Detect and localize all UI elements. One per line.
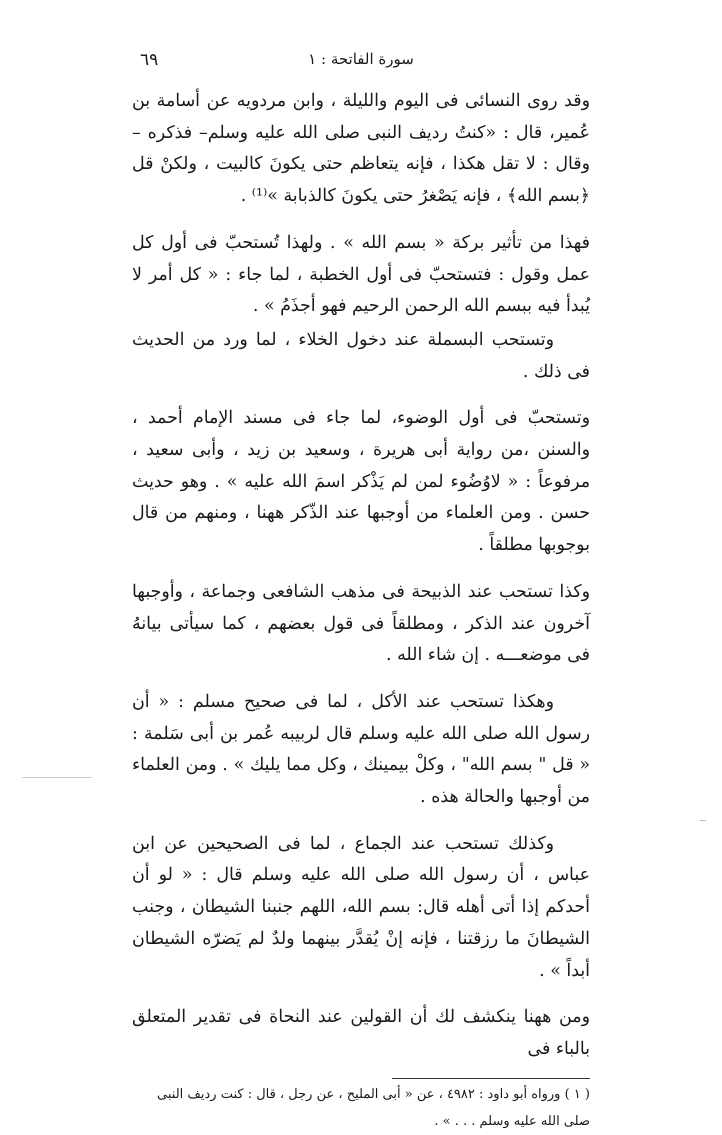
paragraph bbox=[132, 1002, 590, 1065]
text-line: اسمَ الله عليه » . وهو حديث حسن . ومن العلماء من أوجبها عند الذّكر ههنا ، bbox=[132, 471, 590, 524]
text-line: وكذلك تستحب عند الجماع ، لما فى الصحيحين عن ابن عباس ، أن bbox=[132, 833, 590, 886]
text-line: ومنهم من قال بوجوبها مطلقاً . bbox=[132, 503, 590, 556]
text-line: أبى هريرة ، وسعيد بن زيد ، وأبى سعيد ، مرفوعاً : « لاوُضُوء لمن لم يَذْكر bbox=[132, 440, 591, 492]
footnote-line: صلى الله عليه وسلم . . . » . bbox=[434, 1113, 590, 1129]
paragraph bbox=[132, 577, 590, 672]
text-line: فإنه يتعاظم حتى يكونَ كالبيت ، ولكنْ قل ﴿بسم الله﴾ ، فإنه يَصْغرُ حتى bbox=[132, 154, 590, 207]
text-line: وكذا تستحب عند الذبيحة فى مذهب الشافعى وجماعة ، وأوجبها آخرون bbox=[132, 581, 590, 634]
main-text bbox=[132, 86, 590, 1135]
footnote-divider bbox=[392, 1078, 590, 1079]
scan-mark bbox=[22, 777, 92, 778]
text-line: اللهم جنبنا الشيطان ، وجنب الشيطانَ ما رزقتنا ، فإنه إنْ يُقدَّر بينهما ولدٌ لم bbox=[132, 897, 590, 949]
page-number: ٦٩ bbox=[140, 50, 159, 70]
text-line: «كنتُ رديف النبى صلى الله عليه وسلم– فذكره – وقال : لا تقل هكذا ، bbox=[132, 122, 590, 175]
text-line: وكل مما يليك » . ومن العلماء من أوجبها والحالة هذه . bbox=[132, 755, 590, 808]
text-line: يكونَ كالذبابة »⁽¹⁾ . bbox=[240, 186, 378, 207]
chapter-title: سورة الفاتحة : ١ bbox=[308, 50, 414, 68]
text-line: فتستحبّ فى أول الخطبة ، لما جاء : « كل أمر لا يُبدأ فيه ببسم الله الرحمن bbox=[132, 264, 590, 317]
paragraph bbox=[132, 325, 590, 388]
text-line: وقد روى النسائى فى اليوم والليلة ، وابن مردويه عن أسامة بن عُمير، قال : bbox=[132, 91, 590, 143]
paragraph bbox=[132, 829, 590, 988]
text-line: وهكذا تستحب عند الأكل ، لما فى صحيح مسلم : « أن رسول الله صلى الله bbox=[132, 691, 590, 744]
scan-mark bbox=[700, 820, 706, 821]
text-line: الرحيم فهو أجذَمُ » . bbox=[252, 296, 400, 317]
running-header bbox=[140, 46, 582, 76]
footnote-line: ( ١ ) ورواه أبو داود : ٤٩٨٢ ، عن « أبى المليح ، عن رجل ، قال : كنت رديف النبى bbox=[157, 1086, 590, 1102]
text-line: وتستحب البسملة عند دخول الخلاء ، لما ورد من الحديث فى ذلك . bbox=[132, 329, 590, 382]
text-line: ومن ههنا ينكشف لك أن القولين عند النحاة فى تقدير المتعلق بالباء فى bbox=[132, 1007, 590, 1059]
text-line: وتستحبّ فى أول الوضوء، لما جاء فى مسند الإمام أحمد ، والسنن ،من رواية bbox=[132, 408, 591, 461]
paragraph bbox=[132, 687, 590, 814]
footnote bbox=[132, 1081, 590, 1135]
text-line: رسول الله صلى الله عليه وسلم قال : « لو أن أحدكم إذا أتى أهله قال: بسم الله، bbox=[132, 865, 591, 918]
text-line: عليه وسلم قال لربيبه عُمر بن أبى سَلمة : « قل " بسم الله" ، وكلْ بيمينك ، bbox=[132, 723, 590, 776]
text-line: إن شاء الله . bbox=[386, 645, 479, 666]
text-line: يَضرّه الشيطان أبداً » . bbox=[132, 928, 590, 981]
paragraph bbox=[132, 86, 590, 213]
paragraph bbox=[132, 228, 590, 323]
text-line: عند الذكر ، ومطلقاً فى قول بعضهم ، كما سيأتى بيانهُ فى موضعـــه . bbox=[132, 613, 590, 666]
text-line: فهذا من تأثير بركة « بسم الله » . ولهذا تُستحبّ فى أول كل عمل وقول : bbox=[132, 232, 590, 285]
paragraph bbox=[132, 403, 590, 562]
